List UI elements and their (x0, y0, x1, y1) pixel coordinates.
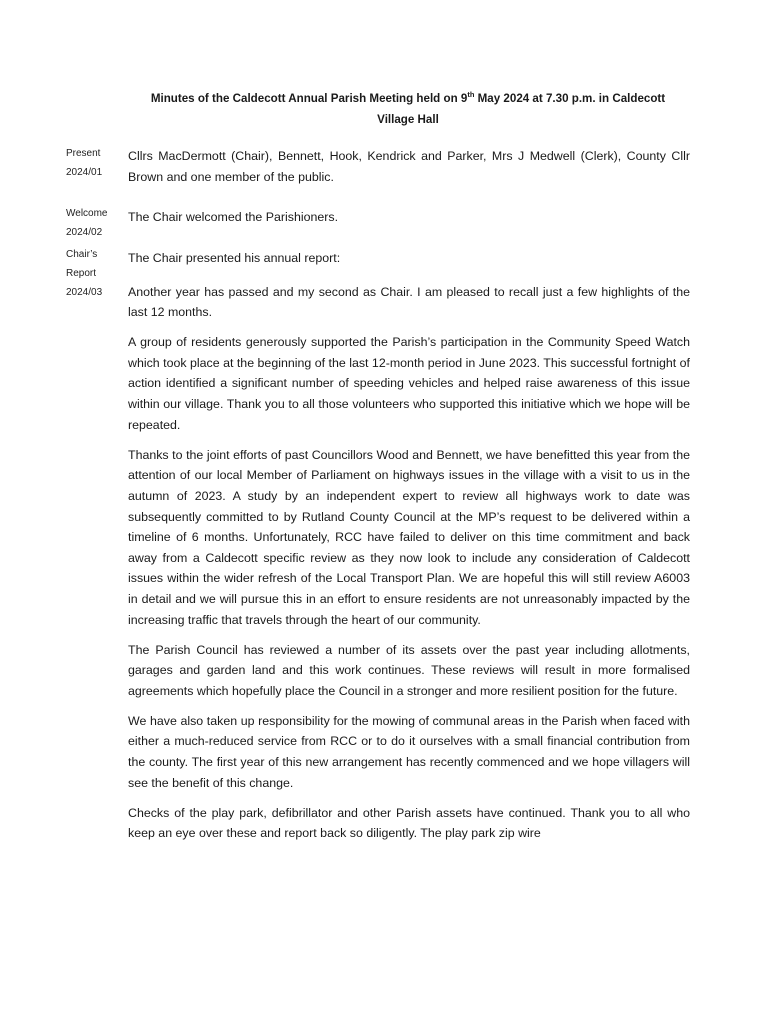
report-paragraph: Another year has passed and my second as Chair. I am pleased to recall just a few highlights of the last 12 months. (128, 284, 690, 320)
title-line-2: Village Hall (377, 113, 439, 126)
welcome-paragraph: The Chair welcomed the Parishioners. (128, 210, 339, 224)
report-paragraph: The Chair presented his annual report: (128, 251, 341, 265)
section-text-welcome (128, 207, 690, 237)
minutes-title (120, 88, 696, 130)
section-text-report (128, 248, 690, 853)
report-paragraph: A group of residents generously supported the Parish’s participation in the Community Speed Watch which took place at the beginning of the last 12-month period in June 2023. This successful fortnight of action identified a significant number of speeding vehicles and helped raise awareness of this issue within our village. Thank you to all those volunteers who supported this initiative which we hope will be repeated. (128, 335, 690, 432)
section-label-welcome: Welcome 2024/02 (66, 208, 108, 238)
present-paragraph: Cllrs MacDermott (Chair), Bennett, Hook, Kendrick and Parker, Mrs J Medwell (Clerk), County Cllr Brown and one member of the public. (128, 149, 690, 184)
report-paragraph: Thanks to the joint efforts of past Councillors Wood and Bennett, we have benefitted this year from the attention of our local Member of Parliament on highways issues in the village with a visit to us in the autumn of 2023. A study by an independent expert to review all highways work to date was subsequently committed to by Rutland County Council at the MP’s request to be delivered within a timeline of 6 months. Unfortunately, RCC have failed to deliver on this time commitment and back away from a Caldecott specific review as they now look to include any consideration of Caldecott issues within the wider refresh of the Local Transport Plan. We are hopeful this will still review A6003 in detail and we will pursue this in an effort to ensure residents are not unreasonably impacted by the increasing traffic that travels through the heart of our community. (128, 447, 690, 627)
report-paragraph: We have also taken up responsibility for the mowing of communal areas in the Parish when faced with either a much-reduced service from RCC or to do it ourselves with a small financial contribution from the county. The first year of this new arrangement has recently commenced and we hope villagers will see the benefit of this change. (128, 713, 690, 790)
section-label-present: Present 2024/01 (66, 148, 103, 178)
section-label-report: Chair’s Report 2024/03 (66, 249, 103, 298)
ordinal-suffix: th (467, 90, 475, 100)
title-line-1: Minutes of the Caldecott Annual Parish Meeting held on 9th May 2024 at 7.30 p.m. in Caldecott (150, 90, 666, 105)
report-paragraph: Checks of the play park, defibrillator and other Parish assets have continued. Thank you to all who keep an eye over these and report back so diligently. The play park zip wire (128, 805, 690, 841)
report-paragraph: The Parish Council has reviewed a number of its assets over the past year including allotments, garages and garden land and this work continues. These reviews will result in more formalised agreements which hopefully place the Council in a stronger and more resilient position for the future. (128, 642, 690, 698)
section-text-present (128, 146, 690, 197)
